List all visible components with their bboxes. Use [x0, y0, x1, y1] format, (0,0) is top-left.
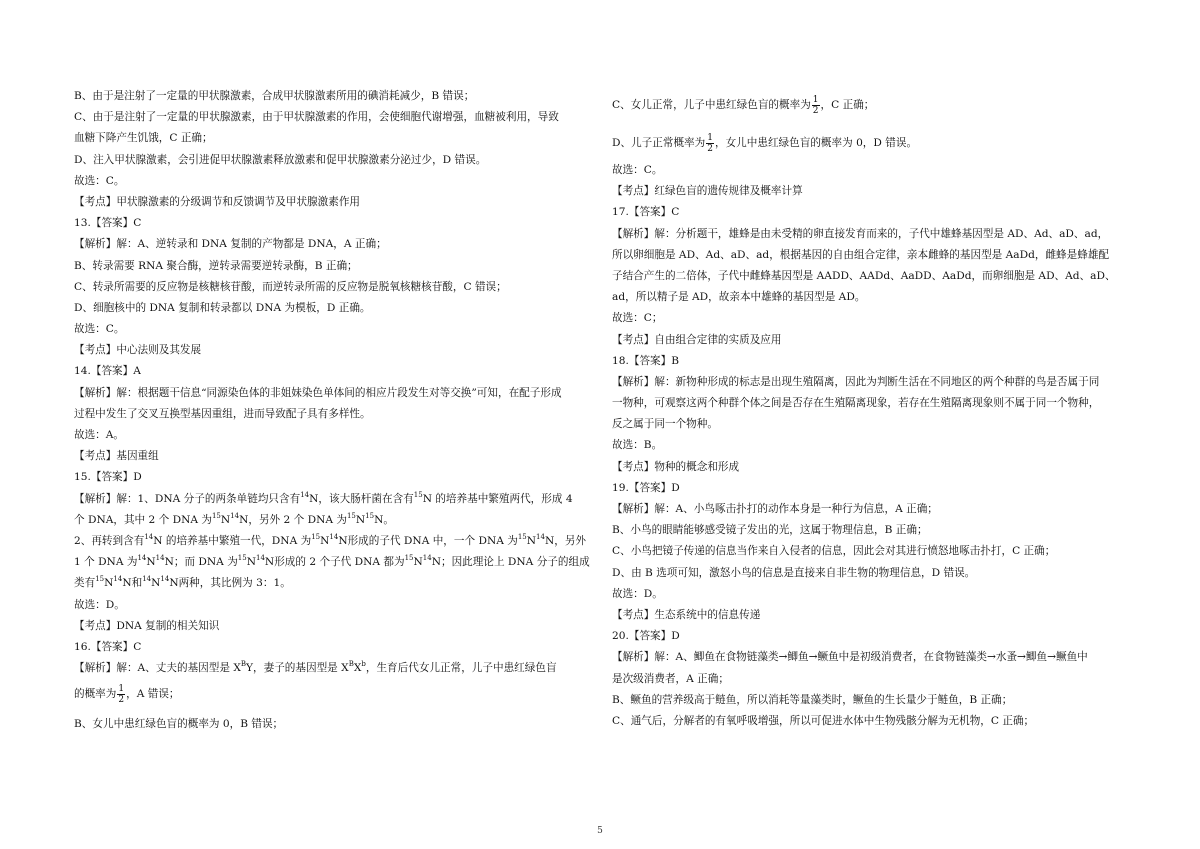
text-line: 所以卵细胞是 AD、Ad、aD、ad，根据基因的自由组合定律，亲本雌蜂的基因型是 AaDd，雌蜂是蜂雄配 — [612, 248, 1110, 261]
text-line: 【解析】解：A、逆转录和 DNA 复制的产物都是 DNA，A 正确； — [74, 238, 387, 251]
text-line: 故选：C； — [612, 312, 663, 325]
text-line: C、由于是注射了一定量的甲状腺激素，由于甲状腺激素的作用，会使细胞代谢增强，血糖被利用，导致 — [74, 111, 559, 124]
q16-line-2: 的概率为 $\frac{1}{2}$ ，A 错误； — [74, 683, 180, 705]
text-line: 故选：C。 — [74, 323, 125, 336]
text-line: 20.【答案】D — [612, 630, 680, 643]
text-line: 【考点】自由组合定律的实质及应用 — [612, 333, 782, 346]
text-line: 17.【答案】C — [612, 206, 680, 219]
text-line: D、细胞核中的 DNA 复制和转录都以 DNA 为模板，D 正确。 — [74, 301, 371, 314]
text-line: 【解析】解：新物种形成的标志是出现生殖隔离，因此为判断生活在不同地区的两个种群的鸟是否属于同 — [612, 375, 1100, 388]
text-line: 故选：B。 — [612, 439, 663, 452]
text-line: 【考点】物种的概念和形成 — [612, 460, 740, 473]
text-line: D、注入甲状腺激素，会引进促甲状腺激素释放激素和促甲状腺激素分泌过少，D 错误。 — [74, 153, 487, 166]
text-line: B、小鸟的眼睛能够感受镜子发出的光，这属于物理信息，B 正确； — [612, 524, 928, 537]
text-line: C、转录所需要的反应物是核糖核苷酸，而逆转录所需的反应物是脱氧核糖核苷酸，C 错误； — [74, 280, 507, 293]
text-line: B、转录需要 RNA 聚合酶，逆转录需要逆转录酶，B 正确； — [74, 259, 358, 272]
text-line: ad，所以精子是 AD，故亲本中雄蜂的基因型是 AD。 — [612, 291, 866, 304]
text-line: 过程中发生了交叉互换型基因重组，进而导致配子具有多样性。 — [74, 407, 371, 420]
text-line: 【考点】中心法则及其发展 — [74, 344, 202, 357]
left-tail-block — [74, 595, 582, 659]
text-line: 16.【答案】C — [74, 640, 142, 653]
fraction-half: $\frac{1}{2}$ — [707, 132, 713, 154]
q16-option-c: C、女儿正常，儿子中患红绿色盲的概率为 $\frac{1}{2}$ ，C 正确； — [612, 94, 875, 116]
text-line: 18.【答案】B — [612, 354, 680, 367]
text-line: C、小鸟把镜子传递的信息当作来自入侵者的信息，因此会对其进行愤怒地啄击扑打，C 正确； — [612, 545, 1056, 558]
left-text-block — [74, 86, 582, 489]
text-line: 故选：D。 — [612, 587, 663, 600]
right-column — [612, 90, 1128, 732]
text-line: 故选：D。 — [74, 598, 125, 611]
q15-line-1: 【解析】解：1、DNA 分子的两条单链均只含有$^{14}$N，该大肠杆菌在含有$^{15}$N 的培养基中繁殖两代，形成 4 — [74, 490, 573, 505]
text-line: 血糖下降产生饥饿，C 正确； — [74, 132, 213, 145]
text-line: 【考点】DNA 复制的相关知识 — [74, 619, 220, 632]
text-line: 是次级消费者，A 正确； — [612, 672, 729, 685]
q16-line-1: 【解析】解：A、丈夫的基因型是 $X^BY$，妻子的基因型是 $X^BX^b$，生育后代女儿正常，儿子中患红绿色盲 — [74, 660, 557, 675]
text-line: 13.【答案】C — [74, 217, 142, 230]
q15-line-5: 类有$^{15}N^{14}N$和$^{14}N^{14}N$两种，其比例为 3：1。 — [74, 575, 291, 590]
text-line: 14.【答案】A — [74, 365, 141, 378]
q16-line-3: B、女儿中患红绿色盲的概率为 0，B 错误； — [74, 718, 284, 731]
text-line: B、鳜鱼的营养级高于鲢鱼，所以消耗等量藻类时，鳜鱼的生长量少于鲢鱼，B 正确； — [612, 693, 1013, 706]
fraction-half: $\frac{1}{2}$ — [118, 683, 125, 705]
text-line: 【考点】甲状腺激素的分级调节和反馈调节及甲状腺激素作用 — [74, 195, 361, 208]
q16-option-d: D、儿子正常概率为 $\frac{1}{2}$ ，女儿中患红绿色盲的概率为 0，D 错误。 — [612, 132, 918, 154]
fraction-half: $\frac{1}{2}$ — [812, 94, 819, 116]
text-line: 19.【答案】D — [612, 481, 680, 494]
q15-line-2: 个 DNA，其中 2 个 DNA 为$^{15}N^{14}N$，另外 2 个 DNA 为$^{15}N^{15}N$。 — [74, 511, 394, 526]
text-line: 故选：C。 — [612, 164, 663, 176]
text-line: 【考点】生态系统中的信息传递 — [612, 608, 761, 621]
text-line: 【考点】基因重组 — [74, 450, 159, 463]
right-text-block — [612, 160, 1128, 732]
text-line: 【解析】解：分析题干，雄蜂是由未受精的卵直接发育而来的，子代中雄蜂基因型是 AD、Ad、aD、ad， — [612, 227, 1109, 240]
text-line: 【解析】解：根据题干信息“同源染色体的非姐妹染色单体间的相应片段发生对等交换”可知，在配子形成 — [74, 386, 562, 399]
q15-line-4: 1 个 DNA 为$^{14}N^{14}N$；而 DNA 为$^{15}N^{14}N$形成的 2 个子代 DNA 都为$^{15}N^{14}N$；因此理论上 DNA 分子的组成 — [74, 554, 590, 569]
text-line: 【考点】红绿色盲的遗传规律及概率计算 — [612, 185, 803, 198]
text-line: 故选：C。 — [74, 174, 125, 187]
text-line: 子结合产生的二倍体，子代中雌蜂基因型是 AADD、AADd、AaDD、AaDd，而卵细胞是 AD、Ad、aD、 — [612, 269, 1116, 282]
text-line: C、通气后，分解者的有氧呼吸增强，所以可促进水体中生物残骸分解为无机物，C 正确； — [612, 714, 1035, 727]
text-line: 【解析】解：A、小鸟啄击扑打的动作本身是一种行为信息，A 正确； — [612, 503, 938, 515]
q15-line-3: 2、再转到含有$^{14}$N 的培养基中繁殖一代，DNA 为$^{15}N^{14}N$形成的子代 DNA 中，一个 DNA 为$^{15}N^{14}N$，另外 — [74, 532, 587, 547]
left-column — [74, 86, 590, 739]
text-line: 一物种，可观察这两个种群个体之间是否存在生殖隔离现象，若存在生殖隔离现象则不属于同一个物种， — [612, 397, 1100, 410]
text-line: 故选：A。 — [74, 429, 125, 441]
text-line: B、由于是注射了一定量的甲状腺激素，合成甲状腺激素所用的碘消耗减少，B 错误； — [74, 90, 475, 102]
text-line: 【解析】解：A、鲫鱼在食物链藻类→鲫鱼→鳜鱼中是初级消费者，在食物链藻类→水蚤→鲫鱼→鳜鱼中 — [612, 651, 1088, 664]
text-line: 反之属于同一个物种。 — [612, 418, 718, 431]
page-number: 5 — [597, 826, 603, 836]
text-line: D、由 B 选项可知，激怒小鸟的信息是直接来自非生物的物理信息，D 错误。 — [612, 566, 976, 579]
text-line: 15.【答案】D — [74, 471, 142, 484]
